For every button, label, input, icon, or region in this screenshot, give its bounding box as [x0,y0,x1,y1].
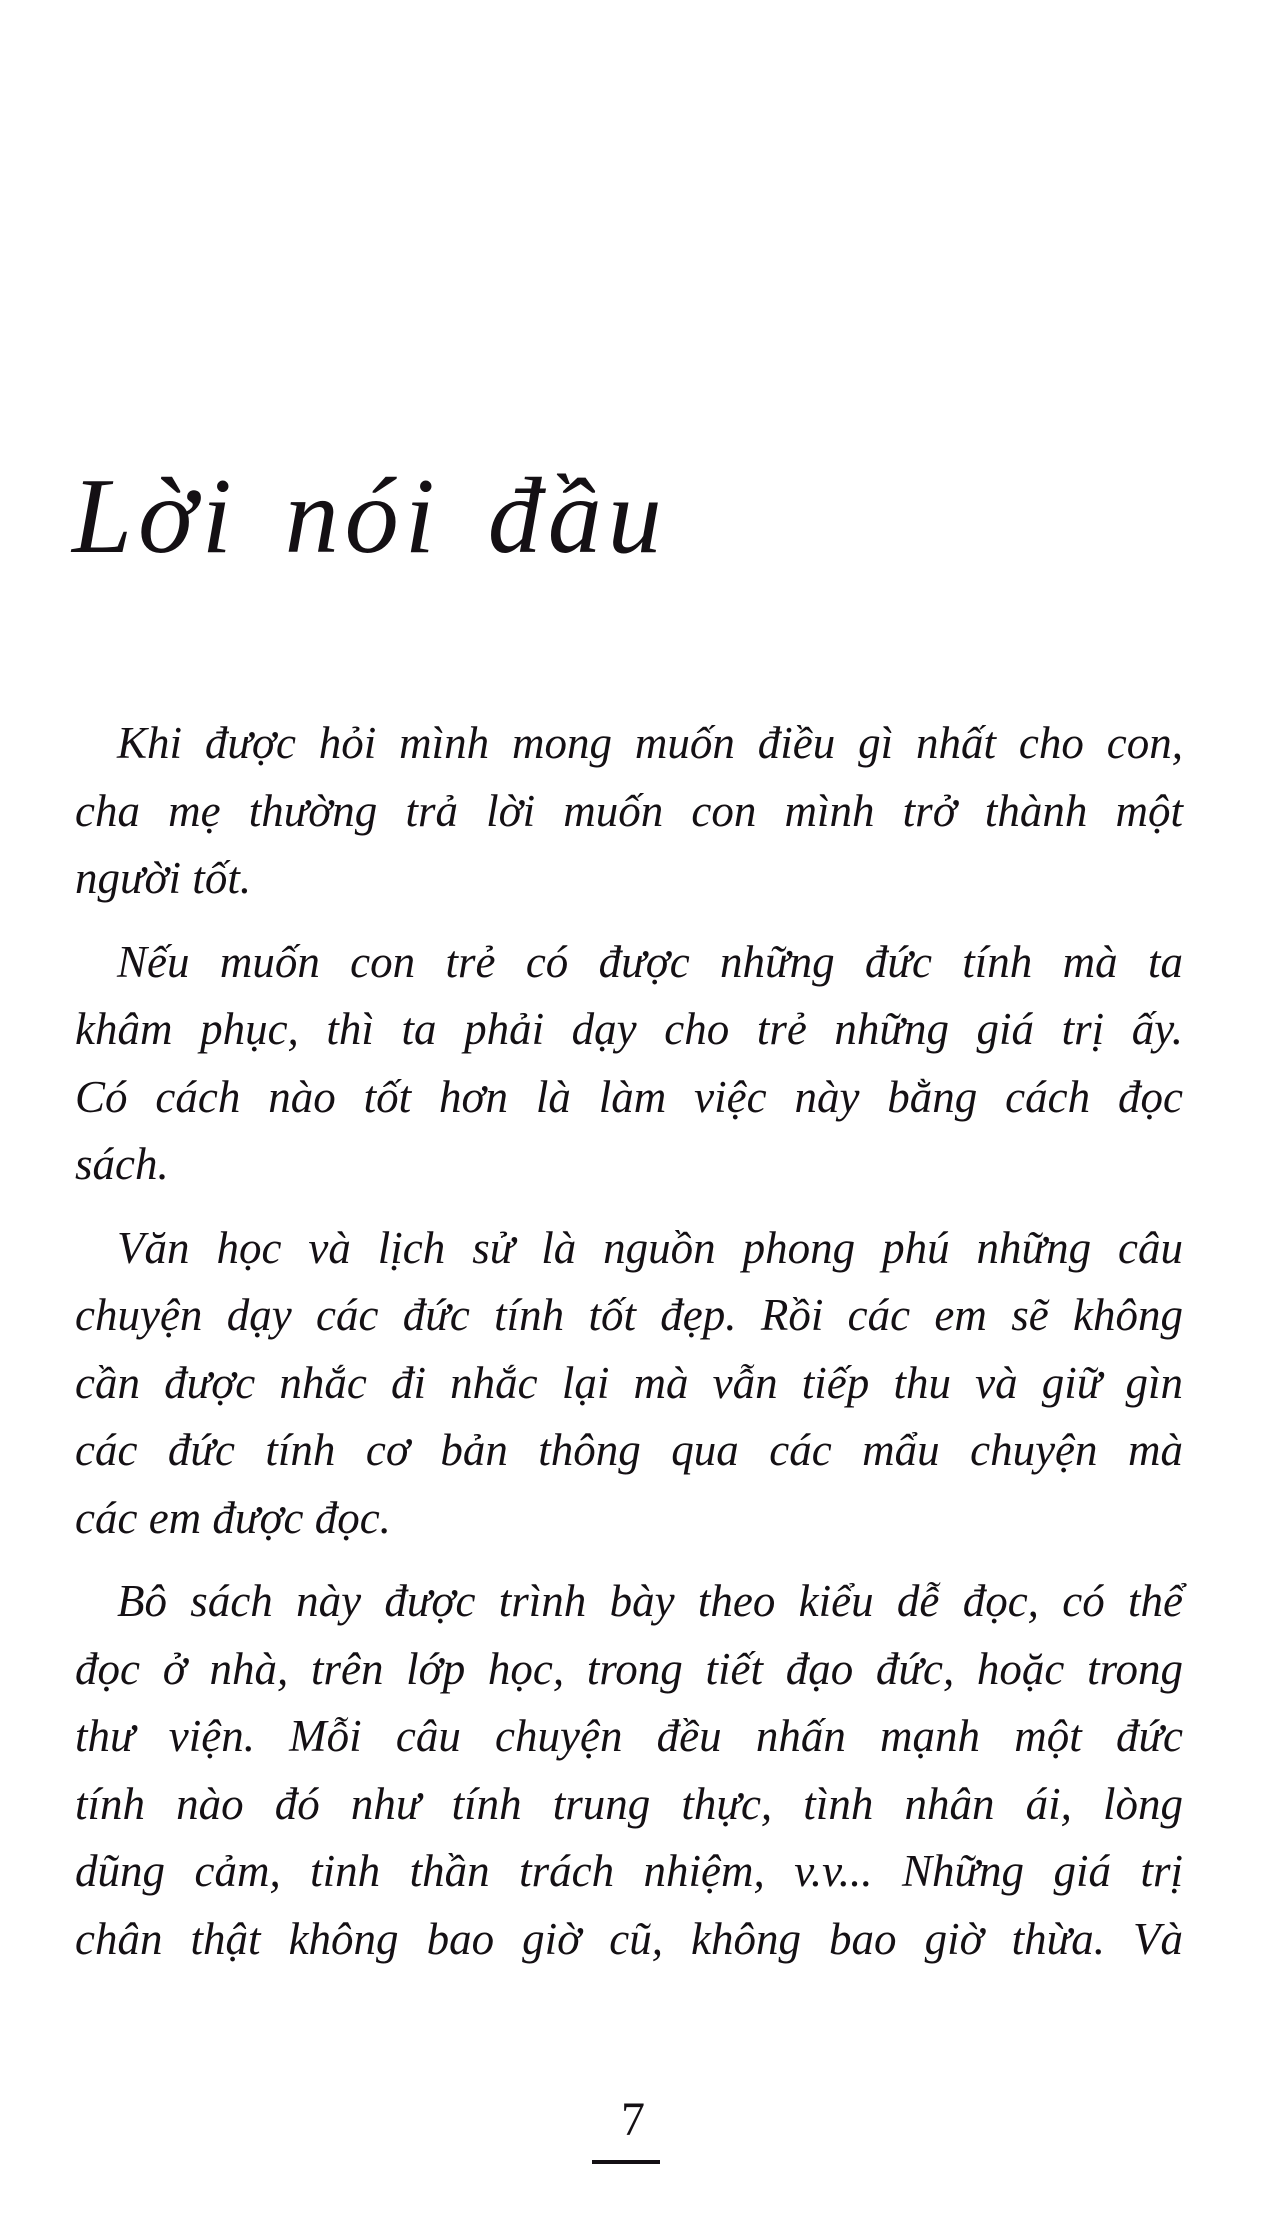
paragraph-3 [75,1215,1183,1553]
paragraph-2 [75,929,1183,1199]
text-line: Văn học và lịch sử là nguồn phong phú những câu [117,1222,1183,1273]
text-line: các đức tính cơ bản thông qua các mẩu chuyện mà [75,1425,1183,1475]
text-line: Nếu muốn con trẻ có được những đức tính mà ta [117,936,1183,987]
page-number: 7 [621,2093,645,2146]
paragraph-4 [75,1568,1183,1973]
page-title: Lời nói đầu [72,457,668,576]
preface-body [75,710,1183,1989]
text-line: sách. [75,1139,169,1189]
text-line: dũng cảm, tinh thần trách nhiệm, v.v... Những giá trị [75,1846,1183,1896]
text-line: chân thật không bao giờ cũ, không bao giờ thừa. Và [75,1913,1183,1964]
text-line: các em được đọc. [75,1492,391,1543]
paragraph-1 [75,710,1183,913]
text-line: Bô sách này được trình bày theo kiểu dễ đọc, có thể [117,1576,1183,1626]
text-line: người tốt. [75,853,252,903]
text-line: đọc ở nhà, trên lớp học, trong tiết đạo đức, hoặc trong [75,1643,1183,1694]
text-line: tính nào đó như tính trung thực, tình nhân ái, lòng [75,1778,1183,1829]
text-line: cha mẹ thường trả lời muốn con mình trở thành một [75,785,1183,836]
text-line: khâm phục, thì ta phải dạy cho trẻ những giá trị ấy. [75,1004,1183,1054]
text-line: chuyện dạy các đức tính tốt đẹp. Rồi các em sẽ không [75,1290,1183,1340]
page-number-underline [592,2160,660,2164]
text-line: Có cách nào tốt hơn là làm việc này bằng cách đọc [75,1071,1183,1122]
text-line: thư viện. Mỗi câu chuyện đều nhấn mạnh một đức [75,1711,1183,1761]
text-line: cần được nhắc đi nhắc lại mà vẫn tiếp thu và giữ gìn [75,1357,1183,1408]
text-line: Khi được hỏi mình mong muốn điều gì nhất cho con, [117,718,1183,768]
